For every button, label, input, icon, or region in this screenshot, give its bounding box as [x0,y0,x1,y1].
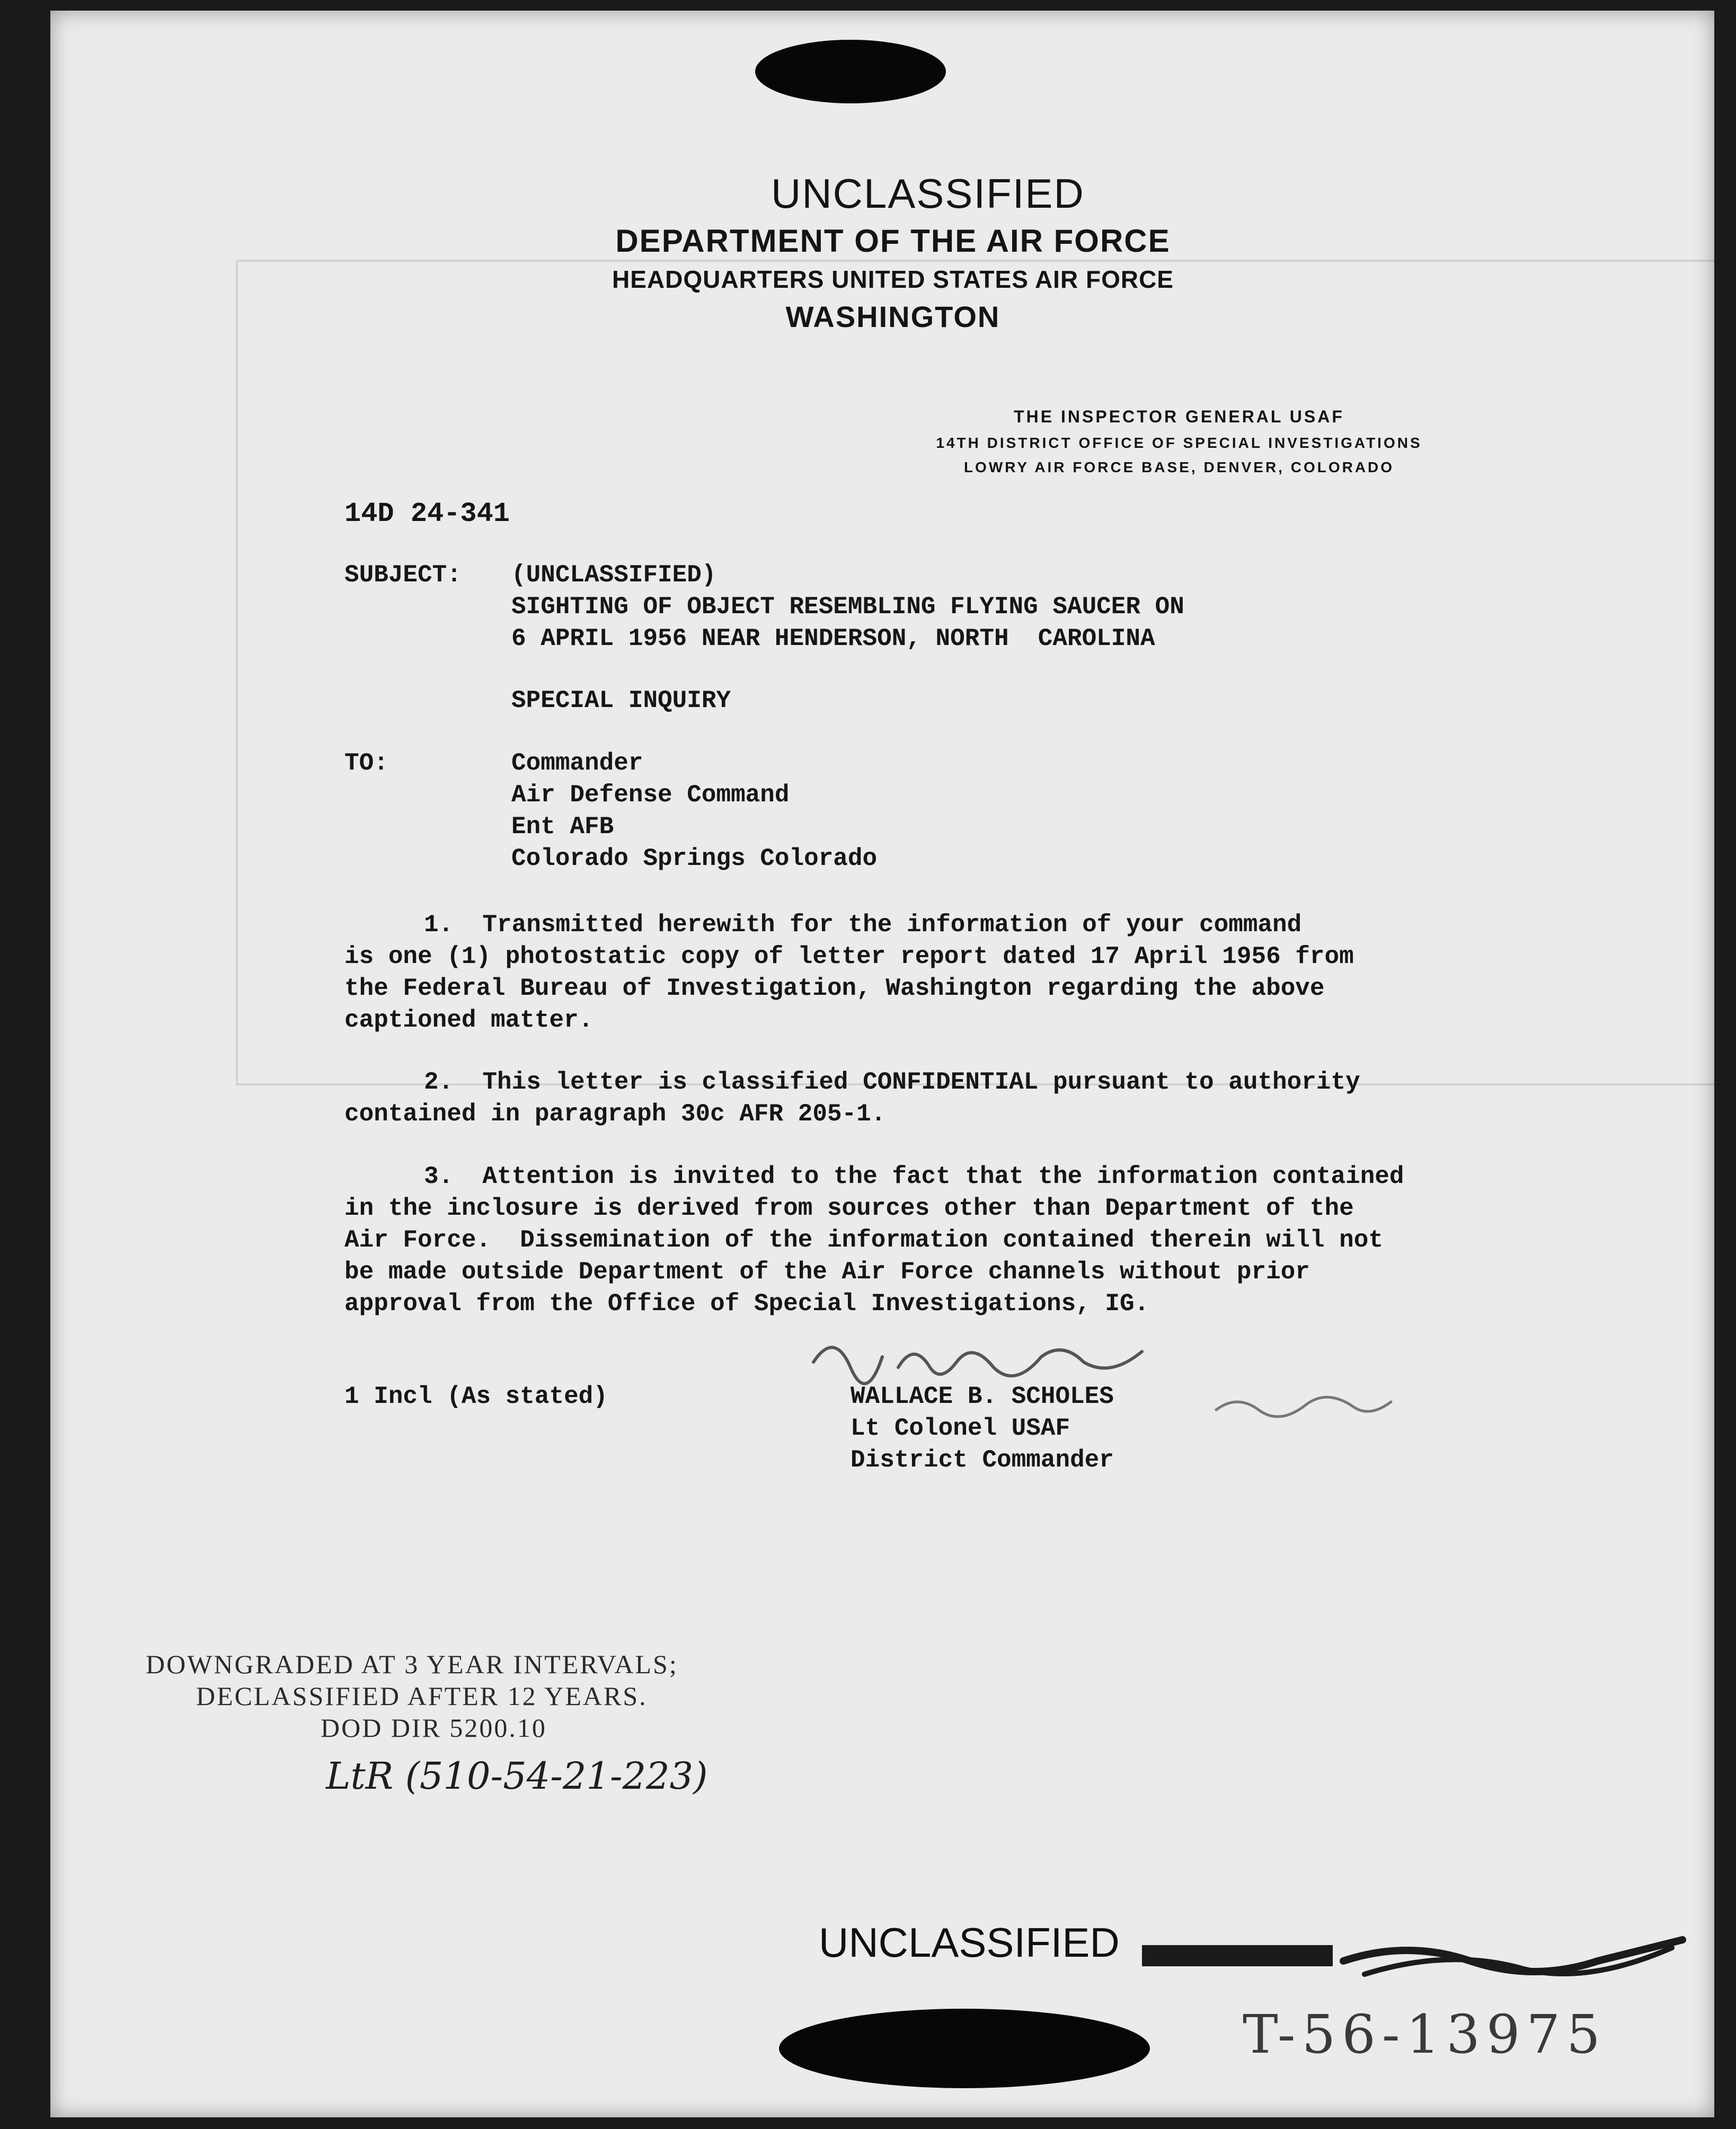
downgrade-stamp-line-1: DOWNGRADED AT 3 YEAR INTERVALS; [146,1649,678,1679]
paragraph-3-line-4: be made outside Department of the Air Force channels without prior [344,1258,1310,1286]
to-label: TO: [344,749,388,777]
office-line-1: THE INSPECTOR GENERAL USAF [1014,407,1344,426]
paragraph-1-line-3: the Federal Bureau of Investigation, Washington regarding the above [344,975,1325,1002]
handwritten-reference: LtR (510-54-21-223) [326,1754,708,1798]
paragraph-2-line-2: contained in paragraph 30c AFR 205-1. [344,1100,886,1128]
document-page [50,11,1714,2117]
letterhead-department: DEPARTMENT OF THE AIR FORCE [615,223,1171,259]
document-number: T-56-13975 [1243,2003,1607,2065]
to-line-3: Ent AFB [511,813,614,841]
office-line-3: LOWRY AIR FORCE BASE, DENVER, COLORADO [963,459,1395,475]
bottom-redaction [779,2009,1150,2088]
letterhead-city: WASHINGTON [785,300,1000,333]
paragraph-3-line-1: 3. Attention is invited to the fact that the information contained [424,1163,1404,1190]
signer-name: WALLACE B. SCHOLES [851,1383,1114,1410]
to-line-1: Commander [511,749,643,777]
top-redaction [755,40,946,103]
bottom-classification-marking: UNCLASSIFIED [819,1919,1120,1966]
downgrade-stamp-line-2: DECLASSIFIED AFTER 12 YEARS. [196,1681,648,1711]
subject-label: SUBJECT: [344,561,462,589]
file-number: 14D 24-341 [344,498,510,529]
signer-title: District Commander [851,1446,1114,1474]
paragraph-1-line-2: is one (1) photostatic copy of letter report dated 17 April 1956 from [344,943,1354,970]
to-line-4: Colorado Springs Colorado [511,845,878,872]
paragraph-1-line-1: 1. Transmitted herewith for the information of your command [424,911,1302,939]
letterhead-headquarters: HEADQUARTERS UNITED STATES AIR FORCE [612,266,1174,293]
strikethrough-mark [1142,1924,1693,1987]
subject-line-2: SIGHTING OF OBJECT RESEMBLING FLYING SAUCER ON [511,593,1184,621]
top-classification-marking: UNCLASSIFIED [771,170,1085,217]
enclosure-note: 1 Incl (As stated) [344,1383,608,1410]
paragraph-3-line-5: approval from the Office of Special Investigations, IG. [344,1290,1149,1318]
paragraph-1-line-4: captioned matter. [344,1006,594,1034]
office-line-2: 14TH DISTRICT OFFICE OF SPECIAL INVESTIGATIONS [936,435,1422,451]
to-line-2: Air Defense Command [511,781,790,809]
paragraph-3-line-3: Air Force. Dissemination of the information contained therein will not [344,1226,1383,1254]
paragraph-2-line-1: 2. This letter is classified CONFIDENTIAL pursuant to authority [424,1068,1360,1096]
subject-line-3: 6 APRIL 1956 NEAR HENDERSON, NORTH CAROLINA [511,625,1155,652]
signer-rank: Lt Colonel USAF [851,1415,1070,1442]
subject-line-1: (UNCLASSIFIED) [511,561,716,589]
downgrade-stamp-line-3: DOD DIR 5200.10 [321,1713,547,1743]
paragraph-3-line-2: in the inclosure is derived from sources other than Department of the [344,1195,1354,1222]
inquiry-type: SPECIAL INQUIRY [511,687,731,714]
